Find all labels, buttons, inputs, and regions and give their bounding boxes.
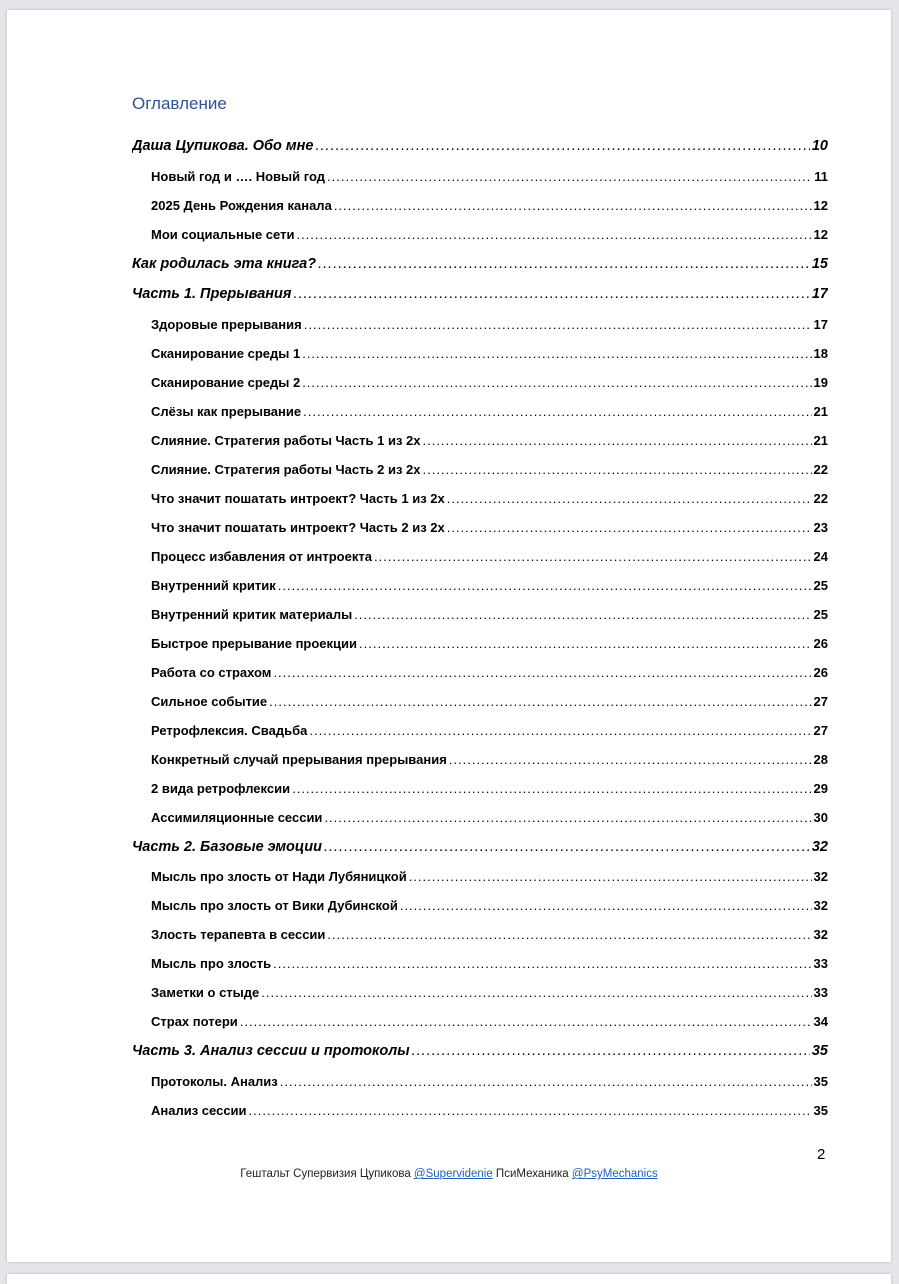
toc-entry-page-number: 27 [813, 722, 828, 738]
toc-entry-section[interactable] [132, 426, 828, 455]
toc-dot-leader [334, 191, 812, 220]
toc-dot-leader [447, 484, 812, 513]
toc-entry-section[interactable] [132, 600, 828, 629]
toc-dot-leader [302, 368, 811, 397]
toc-entry-chapter[interactable] [132, 279, 828, 310]
toc-dot-leader [304, 310, 812, 339]
toc-entry-section[interactable] [132, 891, 828, 920]
toc-entry-section[interactable] [132, 1067, 828, 1096]
toc-dot-leader [409, 862, 812, 891]
toc-entry-title: Новый год и …. Новый год [151, 168, 326, 184]
toc-entry-title: Слияние. Стратегия работы Часть 2 из 2х [151, 461, 421, 477]
toc-entry-page-number: 35 [811, 1043, 828, 1059]
toc-dot-leader [324, 803, 811, 832]
toc-entry-page-number: 33 [813, 985, 828, 1000]
toc-dot-leader [327, 162, 812, 191]
toc-entry-title: Мысль про злость [151, 956, 272, 971]
toc-entry-section[interactable] [132, 1096, 828, 1125]
toc-dot-leader [318, 249, 810, 280]
toc-dot-leader [324, 832, 810, 863]
footer-link-psymechanics[interactable]: @PsyMechanics [571, 1168, 658, 1180]
toc-entry-chapter[interactable] [132, 131, 828, 162]
toc-entry-title: Что значит пошатать интроект? Часть 2 из 2х [151, 519, 445, 535]
toc-entry-section[interactable] [132, 571, 828, 600]
toc-entry-page-number: 25 [813, 606, 828, 622]
toc-entry-section[interactable] [132, 978, 828, 1007]
toc-entry-section[interactable] [132, 310, 828, 339]
toc-dot-leader [273, 949, 811, 978]
toc-dot-leader [309, 716, 811, 745]
toc-entry-title: Страх потери [151, 1014, 238, 1029]
toc-entry-chapter[interactable] [132, 1036, 828, 1067]
next-page-edge [7, 1274, 891, 1284]
toc-entry-page-number: 29 [813, 780, 828, 796]
toc-entry-title: Быстрое прерывание проекции [151, 635, 358, 651]
toc-entry-title: Мои социальные сети [151, 226, 295, 242]
toc-entry-section[interactable] [132, 745, 828, 774]
toc-entry-section[interactable] [132, 397, 828, 426]
toc-entry-title: Что значит пошатать интроект? Часть 1 из 2х [151, 490, 445, 506]
toc-entry-section[interactable] [132, 162, 828, 191]
toc-entry-title: Ассимиляционные сессии [151, 809, 323, 825]
toc-dot-leader [278, 571, 812, 600]
toc-entry-section[interactable] [132, 920, 828, 949]
toc-entry-section[interactable] [132, 862, 828, 891]
toc-entry-page-number: 18 [813, 345, 828, 361]
toc-entry-page-number: 15 [811, 255, 828, 272]
toc-entry-title: Часть 3. Анализ сессии и протоколы [132, 1043, 410, 1059]
toc-dot-leader [447, 513, 812, 542]
toc-entry-title: Процесс избавления от интроекта [151, 548, 372, 564]
toc-entry-title: Часть 1. Прерывания [132, 286, 292, 302]
toc-dot-leader [292, 774, 811, 803]
toc-entry-page-number: 32 [813, 927, 828, 942]
toc-entry-page-number: 32 [813, 869, 828, 884]
toc-entry-page-number: 32 [813, 898, 828, 913]
toc-entry-section[interactable] [132, 368, 828, 397]
toc-entry-page-number: 26 [813, 664, 828, 680]
toc-entry-title: Заметки о стыде [151, 985, 260, 1000]
toc-entry-section[interactable] [132, 803, 828, 832]
toc-entry-page-number: 17 [811, 286, 828, 302]
toc-entry-page-number: 23 [813, 519, 828, 535]
toc-dot-leader [449, 745, 812, 774]
toc-entry-section[interactable] [132, 220, 828, 249]
page-number: 2 [817, 1146, 826, 1163]
toc-entry-section[interactable] [132, 687, 828, 716]
toc-entry-page-number: 28 [813, 751, 828, 767]
toc-dot-leader [240, 1007, 812, 1036]
footer-text-1: Гештальт Супервизия Цупикова [240, 1168, 414, 1180]
toc-entry-page-number: 27 [813, 693, 828, 709]
toc-entry-title: Сканирование среды 1 [151, 345, 301, 361]
document-page [7, 10, 891, 1262]
page-footer [7, 1168, 891, 1180]
toc-dot-leader [400, 891, 812, 920]
toc-entry-page-number: 21 [813, 432, 828, 448]
toc-entry-page-number: 12 [813, 197, 828, 213]
toc-dot-leader [296, 220, 811, 249]
toc-entry-section[interactable] [132, 513, 828, 542]
toc-dot-leader [315, 131, 809, 162]
toc-dot-leader [359, 629, 812, 658]
toc-entry-page-number: 35 [813, 1102, 828, 1118]
toc-entry-section[interactable] [132, 949, 828, 978]
toc-dot-leader [302, 339, 811, 368]
toc-dot-leader [273, 658, 811, 687]
toc-entry-page-number: 22 [813, 461, 828, 477]
toc-entry-page-number: 12 [813, 226, 828, 242]
toc-entry-title: Слияние. Стратегия работы Часть 1 из 2х [151, 432, 421, 448]
toc-entry-title: Часть 2. Базовые эмоции [132, 838, 322, 855]
toc-entry-chapter[interactable] [132, 832, 828, 863]
toc-dot-leader [269, 687, 811, 716]
toc-entry-page-number: 10 [811, 138, 828, 154]
toc-entry-title: Конкретный случай прерывания прерывания [151, 751, 447, 767]
toc-entry-title: 2 вида ретрофлексии [151, 780, 291, 796]
toc-entry-title: Внутренний критик [151, 577, 276, 593]
toc-entry-section[interactable] [132, 484, 828, 513]
toc-entry-page-number: 19 [813, 374, 828, 390]
toc-entry-page-number: 11 [814, 168, 828, 184]
toc-entry-title: Мысль про злость от Нади Лубяницкой [151, 869, 407, 884]
toc-entry-page-number: 21 [813, 403, 828, 419]
toc-entry-section[interactable] [132, 339, 828, 368]
toc-entry-page-number: 33 [813, 956, 828, 971]
toc-entry-page-number: 35 [813, 1073, 828, 1089]
toc-entry-page-number: 34 [813, 1014, 828, 1029]
toc-entry-section[interactable] [132, 1007, 828, 1036]
toc-entry-section[interactable] [132, 716, 828, 745]
toc-entry-page-number: 32 [811, 838, 828, 855]
toc-entry-section[interactable] [132, 455, 828, 484]
toc-entry-title: Анализ сессии [151, 1102, 247, 1118]
table-of-contents [132, 131, 828, 1125]
toc-entry-section[interactable] [132, 658, 828, 687]
footer-link-supervidenie[interactable]: @Supervidenie [413, 1168, 493, 1180]
toc-dot-leader [422, 426, 811, 455]
toc-entry-title: Сильное событие [151, 693, 268, 709]
toc-entry-page-number: 24 [813, 548, 828, 564]
toc-entry-title: Протоколы. Анализ [151, 1073, 278, 1089]
toc-entry-page-number: 17 [813, 316, 828, 332]
toc-entry-section[interactable] [132, 191, 828, 220]
toc-entry-title: Даша Цупикова. Обо мне [132, 138, 314, 154]
toc-entry-title: Сканирование среды 2 [151, 374, 301, 390]
toc-dot-leader [374, 542, 812, 571]
toc-entry-section[interactable] [132, 629, 828, 658]
toc-entry-section[interactable] [132, 774, 828, 803]
toc-dot-leader [354, 600, 811, 629]
toc-entry-title: Работа со страхом [151, 664, 272, 680]
toc-dot-leader [303, 397, 811, 426]
toc-entry-title: Внутренний критик материалы [151, 606, 353, 622]
toc-dot-leader [249, 1096, 812, 1125]
toc-entry-title: Злость терапевта в сессии [151, 927, 326, 942]
toc-entry-page-number: 22 [813, 490, 828, 506]
toc-dot-leader [261, 978, 811, 1007]
toc-dot-leader [280, 1067, 812, 1096]
footer-text-2: ПсиМеханика [492, 1168, 572, 1180]
toc-dot-leader [327, 920, 811, 949]
toc-dot-leader [412, 1036, 810, 1067]
toc-entry-title: 2025 День Рождения канала [151, 197, 332, 213]
toc-entry-title: Здоровые прерывания [151, 316, 302, 332]
toc-entry-title: Ретрофлексия. Свадьба [151, 722, 308, 738]
toc-dot-leader [293, 279, 809, 310]
toc-entry-title: Мысль про злость от Вики Дубинской [151, 898, 398, 913]
toc-heading: Оглавление [132, 94, 227, 113]
toc-entry-section[interactable] [132, 542, 828, 571]
toc-entry-chapter[interactable] [132, 249, 828, 280]
toc-entry-page-number: 25 [813, 577, 828, 593]
toc-dot-leader [422, 455, 811, 484]
toc-entry-title: Как родилась эта книга? [132, 255, 317, 272]
toc-entry-page-number: 26 [813, 635, 828, 651]
toc-entry-page-number: 30 [813, 809, 828, 825]
toc-entry-title: Слёзы как прерывание [151, 403, 302, 419]
